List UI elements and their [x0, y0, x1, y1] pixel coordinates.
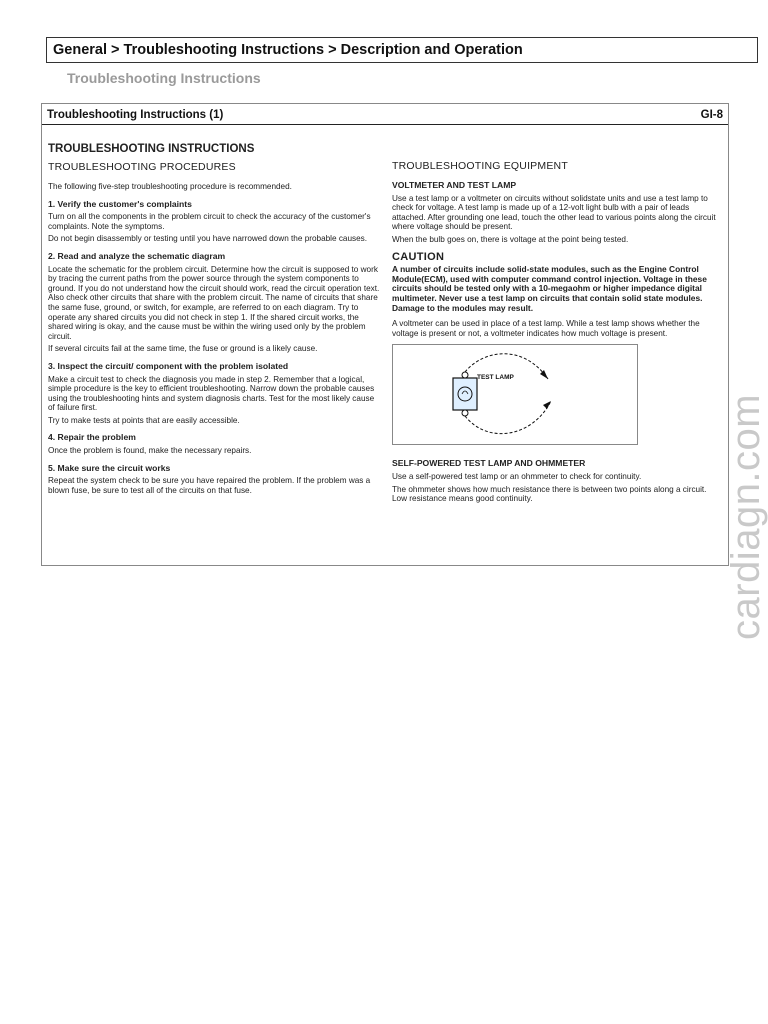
self-powered-text: The ohmmeter shows how much resistance there is between two points along a circuit. Low resistance means good continuity.	[392, 484, 707, 504]
watermark: cardiagn.com	[724, 393, 768, 640]
step-5-heading: 5. Make sure the circuit works	[48, 462, 171, 473]
step-1-text: Turn on all the components in the problem circuit to check the accuracy of the customer's complaints. Note the symptoms.	[48, 212, 371, 231]
breadcrumb: General > Troubleshooting Instructions > Description and Operation	[46, 37, 758, 63]
left-column	[48, 142, 380, 498]
caution-body: A number of circuits include solid-state modules, such as the Engine Control Module(ECM), used with computer command control injection. Voltage in these circuits should be tested only with a 10-megaohm or higher impedance digital multimeter. Never use a test lamp on circuits that contain solid state modules. Damage to the modules may result.	[392, 264, 707, 313]
test-lamp-illustration	[393, 345, 639, 446]
panel-title: Troubleshooting Instructions (1)	[47, 109, 224, 121]
step-2-heading: 2. Read and analyze the schematic diagram	[48, 250, 226, 261]
step-1-heading: 1. Verify the customer's complaints	[48, 198, 192, 209]
voltmeter-heading: VOLTMETER AND TEST LAMP	[392, 180, 517, 190]
self-powered-heading: SELF-POWERED TEST LAMP AND OHMMETER	[392, 458, 586, 469]
caution-title: CAUTION	[392, 250, 445, 263]
intro-text: The following five-step troubleshooting procedure is recommended.	[48, 182, 292, 191]
equipment-title: TROUBLESHOOTING EQUIPMENT	[392, 160, 568, 172]
step-3-heading: 3. Inspect the circuit/ component with the problem isolated	[48, 360, 289, 371]
self-powered-text: Use a self-powered test lamp or an ohmmeter to check for continuity.	[392, 471, 642, 481]
procedures-title: TROUBLESHOOTING PROCEDURES	[48, 161, 236, 173]
voltmeter-text: When the bulb goes on, there is voltage at the point being tested.	[392, 234, 629, 244]
step-5-text: Repeat the system check to be sure you have repaired the problem. If the problem was a blown fuse, be sure to test all of the circuits on that fuse.	[48, 476, 371, 495]
right-column	[392, 160, 722, 507]
step-2-text: Locate the schematic for the problem circuit. Determine how the circuit is supposed to work by tracing the current paths from the power source through the system components to ground. If you do not understand how the circuit should work, read the circuit operation text. Also check other circuits that share with the problem circuit. The name of circuits that share the same fuse, ground, or switch, for example, are referred to on each diagram. Try to operate any shared circuits you did not check in step 1. If the shared circuit works, the shared wiring is okay, and the cause must be within the wiring used only by the problem circuit.	[48, 264, 380, 341]
panel-header	[42, 104, 728, 125]
step-2-text: If several circuits fail at the same time, the fuse or ground is a likely cause.	[48, 344, 318, 354]
step-4-heading: 4. Repair the problem	[48, 432, 136, 443]
main-title: TROUBLESHOOTING INSTRUCTIONS	[48, 143, 255, 155]
step-1-text: Do not begin disassembly or testing until you have narrowed down the probable causes.	[48, 234, 368, 244]
step-3-text: Make a circuit test to check the diagnosis you made in step 2. Remember that a logical, simple procedure is the key to efficient troubleshooting. Narrow down the probable causes using the troubleshooting hints and system diagnosis charts. Test for the most likely cause of failure first.	[48, 374, 375, 413]
test-lamp-diagram	[392, 344, 638, 445]
voltmeter-note: A voltmeter can be used in place of a test lamp. While a test lamp shows whether the voltage is present or not, a voltmeter indicates how much voltage is present.	[392, 319, 700, 338]
page-code: GI-8	[700, 109, 723, 121]
page-subtitle: Troubleshooting Instructions	[67, 70, 261, 86]
diagram-label: TEST LAMP	[477, 374, 514, 382]
step-3-text: Try to make tests at points that are easily accessible.	[48, 415, 240, 425]
step-4-text: Once the problem is found, make the necessary repairs.	[48, 446, 252, 456]
voltmeter-text: Use a test lamp or a voltmeter on circuits without solidstate units and use a test lamp to check for voltage. A test lamp is made up of a 12-volt light bulb with a pair of leads attached. After grounding one lead, touch the other lead to various points along the circuit where voltage should be present.	[392, 193, 716, 232]
document-panel	[41, 103, 729, 566]
